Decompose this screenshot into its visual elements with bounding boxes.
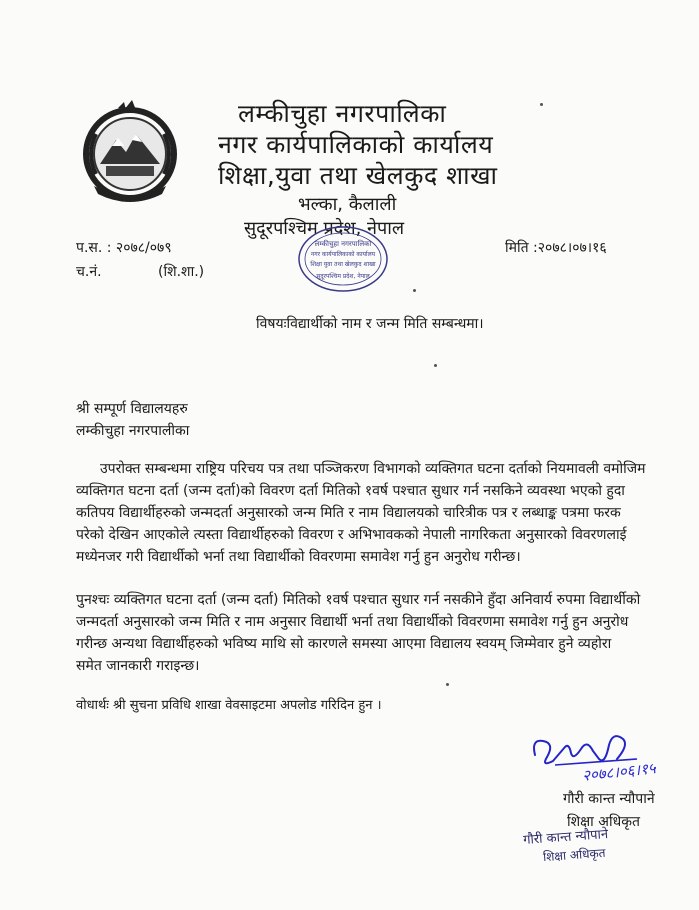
municipality-name: लम्कीचुहा नगरपालिका: [238, 99, 447, 128]
body-paragraph-2: [76, 589, 666, 677]
signatory-title: शिक्षा अधिकृत: [567, 814, 640, 830]
nepal-emblem-icon: [76, 98, 184, 206]
title-stamp: शिक्षा अधिकृत: [542, 845, 606, 865]
signatory-name: गौरी कान्त न्यौपाने: [563, 791, 655, 807]
dispatch-label: च.नं.: [76, 264, 102, 280]
paragraph-line: जन्मदर्ता अनुसारको जन्म मिति र नाम अनुसार विद्यार्थी भर्ना तथा विद्यार्थीको विवरणमा समावेश गर्नु हुन अनुरोध: [76, 614, 629, 630]
body-paragraph-1: [76, 458, 666, 568]
address-line: भल्का, कैलाली: [298, 194, 397, 215]
province-line: सुदूरपश्चिम प्रदेश, नेपाल: [244, 218, 405, 239]
cc-note: वोधार्थः श्री सुचना प्रविधि शाखा वेवसाइटमा अपलोड गरिदिन हुन ।: [76, 698, 382, 713]
section-name: शिक्षा,युवा तथा खेलकुद शाखा: [218, 161, 498, 190]
scan-speck: [434, 364, 437, 367]
paragraph-line: कतिपय विद्यार्थीहरुको जन्मदर्ता अनुसारको जन्म मिति र नाम विद्यालयको चारित्रीक पत्र र लब्धाङ्क पत्रमा फरक: [76, 505, 621, 521]
recipient-line-2: लम्कीचुहा नगरपालीका: [76, 423, 190, 439]
paragraph-line: मध्येनजर गरी विद्यार्थीको भर्ना तथा विद्यार्थीको विवरणमा समावेश गर्नु हुन अनुरोध गरीन्छ।: [76, 549, 521, 565]
svg-text:शिक्षा युवा तथा खेलकुद शाखा: शिक्षा युवा तथा खेलकुद शाखा: [310, 261, 376, 268]
dispatch-value: (शि.शा.): [158, 264, 205, 280]
office-stamp: [297, 224, 389, 294]
signature-date: २०७८।०६।१५: [581, 759, 657, 785]
letter-date: मिति :२०७८।०७।१६: [505, 240, 607, 256]
recipient-line-1: श्री सम्पूर्ण विद्यालयहरु: [76, 401, 188, 417]
paragraph-line: समेत जानकारी गराइन्छ।: [76, 658, 200, 674]
scan-speck: [446, 683, 449, 686]
svg-text:लम्कीचुहा नगरपालिका: लम्कीचुहा नगरपालिका: [314, 240, 372, 248]
paragraph-line: पुनश्चः व्यक्तिगत घटना दर्ता (जन्म दर्ता) मितिको १वर्ष पश्चात सुधार गर्न नसकीने हुँदा अनिवार्य रुपमा विद्यार्थीको: [76, 592, 641, 608]
reference-number: प.स. : २०७८/०७९: [76, 240, 172, 256]
office-name: नगर कार्यपालिकाको कार्यालय: [218, 130, 494, 159]
svg-text:नगर कार्यपालिकाको कार्यालय: नगर कार्यपालिकाको कार्यालय: [310, 251, 376, 258]
name-stamp: गौरी कान्त न्यौपाने: [522, 827, 609, 848]
scan-speck: [413, 289, 416, 292]
paragraph-line: गरीन्छ अन्यथा विद्यार्थीहरुको भविष्य माथि सो कारणले समस्या आएमा विद्यालय स्वयम् जिम्मेवार हुने व्यहोरा: [76, 636, 612, 652]
paragraph-line: उपरोक्त सम्बन्धमा राष्ट्रिय परिचय पत्र तथा पञ्जिकरण विभागको व्यक्तिगत घटना दर्ताको नियमावली वमोजिम: [100, 461, 646, 477]
subject-line: विषयःविद्यार्थीको नाम र जन्म मिति सम्बन्धमा।: [256, 316, 484, 332]
svg-text:सुदूरपश्चिम प्रदेश, नेपाल: सुदूरपश्चिम प्रदेश, नेपाल: [316, 273, 370, 280]
scan-speck: [540, 103, 543, 106]
paragraph-line: व्यक्तिगत घटना दर्ता (जन्म दर्ता)को विवरण दर्ता मितिको १वर्ष पश्चात सुधार गर्न नसकिने व्यवस्था भएको हुदा: [76, 483, 625, 499]
paragraph-line: परेको देखिन आएकोले त्यस्ता विद्यार्थीहरुको विवरण र अभिभावकको नेपाली नागरिकता अनुसारको विवरणलाई: [76, 527, 627, 543]
